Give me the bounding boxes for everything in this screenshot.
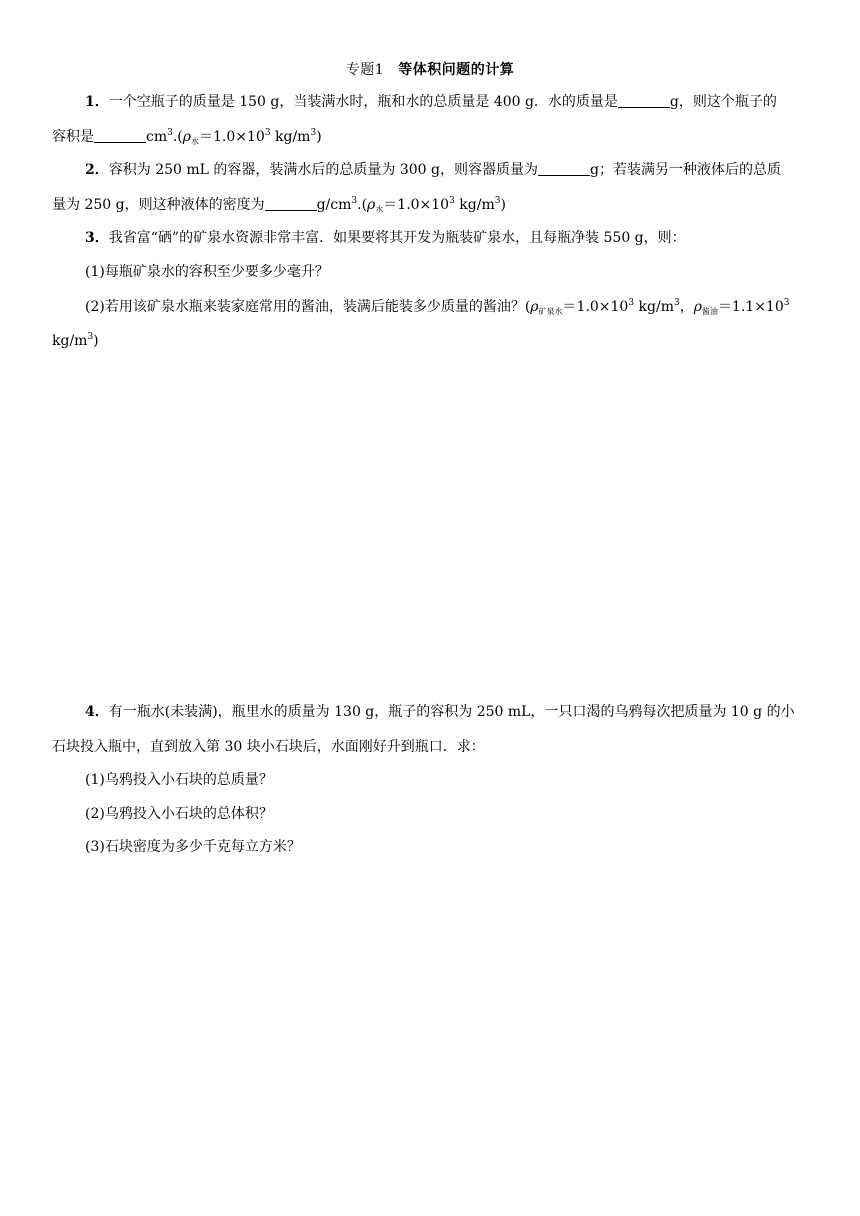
question-4-part-3: (3)石块密度为多少千克每立方米？ xyxy=(85,839,301,855)
subscript: 酱油 xyxy=(701,307,718,316)
subscript: 水 xyxy=(375,205,384,214)
question-3-part-2 xyxy=(85,297,789,317)
question-2-number: 2． xyxy=(85,162,109,178)
title-text: 等体积问题的计算 xyxy=(398,62,515,78)
superscript: 3 xyxy=(494,196,501,206)
unit-text: kg/m xyxy=(52,333,88,349)
question-3-text: 我省富“硒”的矿泉水资源非常丰富．如果要将其开发为瓶装矿泉水，且每瓶净装 550 g，则： xyxy=(108,230,686,246)
question-3-part-2-cont xyxy=(52,331,99,351)
unit-text: kg/m xyxy=(454,197,495,213)
rho-symbol: ρ xyxy=(182,129,192,145)
superscript: 3 xyxy=(87,332,94,342)
rho-symbol: ρ xyxy=(367,197,376,213)
question-2-text: 容积为 250 mL 的容器，装满水后的总质量为 300 g，则容器质量为 xyxy=(108,162,538,178)
question-3-part-2-text: (2)若用该矿泉水瓶来装家庭常用的酱油，装满后能装多少质量的酱油？( xyxy=(85,299,531,315)
superscript: 3 xyxy=(673,298,680,308)
value-text: ＝1.0×10 xyxy=(383,197,450,213)
question-1-text-2: 容积是 xyxy=(52,129,94,145)
superscript: 3 xyxy=(783,298,790,308)
question-2-line-1 xyxy=(85,160,781,180)
question-4-text: 有一瓶水(未装满)，瓶里水的质量为 130 g，瓶子的容积为 250 mL，一只口渴的乌鸦每次把质量为 10 g 的小 xyxy=(108,704,795,720)
punct: .( xyxy=(172,129,183,145)
unit-text: kg/m xyxy=(270,129,311,145)
punct: .( xyxy=(357,197,368,213)
answer-blank-3[interactable] xyxy=(538,161,590,176)
value-text: ＝1.0×10 xyxy=(562,299,629,315)
question-4-part-2: (2)乌鸦投入小石块的总体积？ xyxy=(85,806,273,822)
question-1-text-cont: g，则这个瓶子的 xyxy=(669,94,777,110)
rho-symbol: ρ xyxy=(693,299,702,315)
question-1-text: 一个空瓶子的质量是 150 g，当装满水时，瓶和水的总质量是 400 g．水的质量是 xyxy=(108,94,618,110)
punct: ) xyxy=(93,333,99,349)
subscript: 矿泉水 xyxy=(538,307,563,316)
question-4-line-2: 石块投入瓶中，直到放入第 30 块小石块后，水面刚好升到瓶口．求： xyxy=(52,739,485,755)
answer-blank-2[interactable] xyxy=(94,128,146,143)
question-2-line-2 xyxy=(52,195,506,215)
question-4-part-1: (1)乌鸦投入小石块的总质量？ xyxy=(85,772,273,788)
superscript: 3 xyxy=(449,196,455,206)
superscript: 3 xyxy=(264,128,271,138)
superscript: 3 xyxy=(167,128,173,138)
question-4-number: 4． xyxy=(85,704,109,720)
superscript: 3 xyxy=(310,128,317,138)
question-1-number: 1． xyxy=(85,94,109,110)
rho-symbol: ρ xyxy=(530,299,539,315)
value-text: ＝1.1×10 xyxy=(717,299,784,315)
punct: ， xyxy=(679,299,694,315)
value-text: ＝1.0×10 xyxy=(199,129,265,145)
unit-text: kg/m xyxy=(634,299,674,315)
answer-blank-4[interactable] xyxy=(265,196,317,211)
question-1-line-2 xyxy=(52,127,322,147)
title-number: 专题1 xyxy=(345,62,385,78)
answer-blank-1[interactable] xyxy=(618,93,670,108)
subscript: 水 xyxy=(191,137,200,146)
question-3-part-1: (1)每瓶矿泉水的容积至少要多少毫升？ xyxy=(85,264,329,280)
question-3-line-1 xyxy=(85,228,686,248)
superscript: 3 xyxy=(628,298,635,308)
unit-text: cm xyxy=(146,129,168,145)
question-3-number: 3． xyxy=(85,230,109,246)
question-2-text-cont: g；若装满另一种液体后的总质 xyxy=(589,162,781,178)
question-4-line-1 xyxy=(85,702,795,722)
punct: ) xyxy=(316,129,322,145)
unit-text: g/cm xyxy=(316,197,352,213)
page-title xyxy=(0,59,860,79)
punct: ) xyxy=(500,197,506,213)
question-1-line-1 xyxy=(85,92,777,112)
question-2-text-2: 量为 250 g，则这种液体的密度为 xyxy=(52,197,265,213)
superscript: 3 xyxy=(351,196,358,206)
